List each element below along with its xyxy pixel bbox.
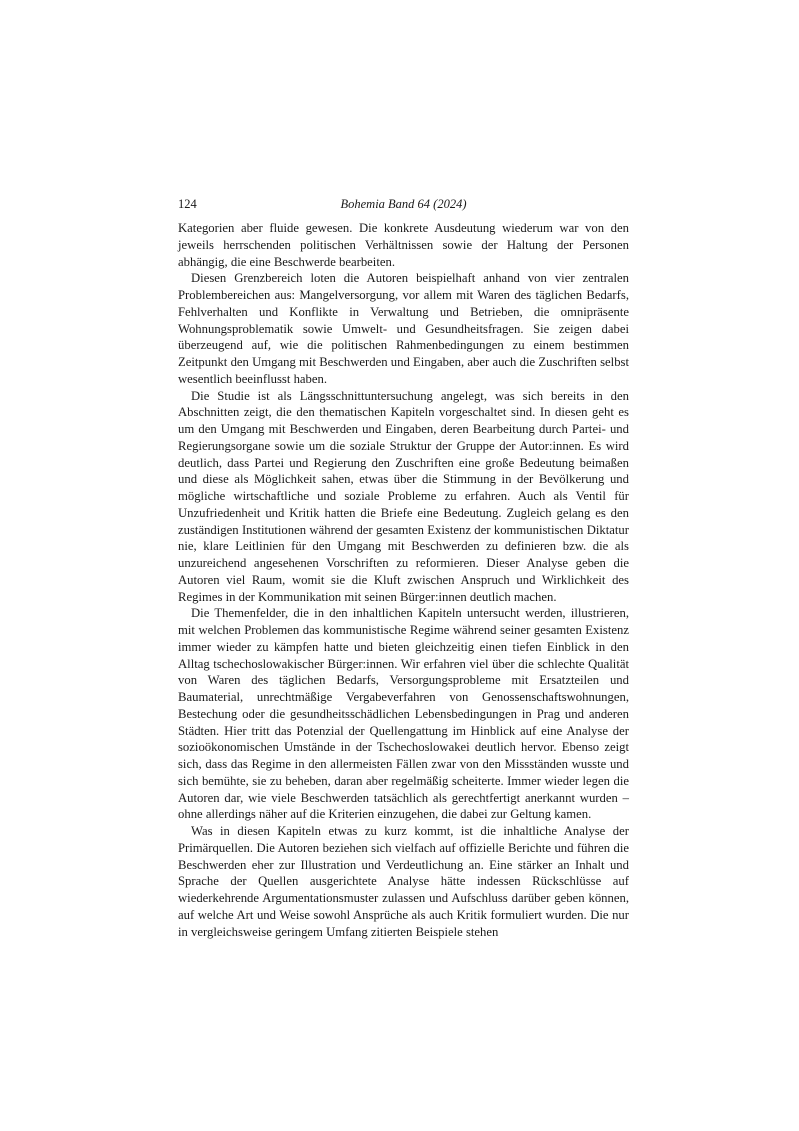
running-head (178, 194, 629, 214)
page-number: 124 (178, 197, 197, 211)
paragraph: Was in diesen Kapiteln etwas zu kurz kommt, ist die inhaltliche Analyse der Primärquellen. Die Autoren beziehen sich vielfach auf offizielle Berichte und führen die Beschwerden eher zur Illustration und Verdeutlichung an. Eine stärker an Inhalt und Sprache der Quellen ausgerichtete Analyse hätte indessen Rückschlüsse auf wiederkehrende Argumentationsmuster zulassen und Aufschluss darüber geben können, auf welche Art und Weise sowohl Ansprüche als auch Kritik formuliert wurden. Die nur in vergleichsweise geringem Umfang zitierten Beispiele stehen (178, 824, 629, 939)
page (178, 194, 629, 940)
paragraph: Diesen Grenzbereich loten die Autoren beispielhaft anhand von vier zentralen Problembereichen aus: Mangelversorgung, vor allem mit Waren des täglichen Bedarfs, Fehlverhalten und Konflikte in Verwaltung und Betrieben, die omnipräsente Wohnungsproblematik sowie Umwelt- und Gesundheitsfragen. Sie zeigen dabei überzeugend auf, wie die politischen Rahmenbedingungen zu einem bestimmen Zeitpunkt den Umgang mit Beschwerden und Eingaben, aber auch die Zuschriften selbst wesentlich beeinflusst haben. (178, 271, 629, 386)
paragraph: Die Themenfelder, die in den inhaltlichen Kapiteln untersucht werden, illustrieren, mit welchen Problemen das kommunistische Regime während seiner gesamten Existenz immer wieder zu kämpfen hatte und bieten gleichzeitig einen tiefen Einblick in den Alltag tschechoslowakischer Bürger:innen. Wir erfahren viel über die schlechte Qualität von Waren des täglichen Bedarfs, Versorgungsprobleme mit Ersatzteilen und Baumaterial, unrechtmäßige Vergabeverfahren von Genossenschaftswohnungen, Bestechung oder die gesundheitsschädlichen Lebensbedingungen in Prag und anderen Städten. Hier tritt das Potenzial der Quellengattung im Hinblick auf eine Analyse der sozioökonomischen Umstände in der Tschechoslowakei deutlich hervor. Ebenso zeigt sich, dass das Regime in den allermeisten Fällen zwar von den Missständen wusste und sich bemühte, sie zu beheben, daran aber regelmäßig scheiterte. Immer wieder legen die Autoren dar, wie viele Beschwerden tatsächlich als gerechtfertigt anerkannt wurden – ohne allerdings näher auf die Kriterien einzugehen, die dabei zur Geltung kamen. (178, 606, 629, 822)
paragraph: Die Studie ist als Längsschnittuntersuchung angelegt, was sich bereits in den Abschnitten zeigt, die den thematischen Kapiteln vorgeschaltet sind. In diesen geht es um den Umgang mit Beschwerden und Eingaben, deren Bearbeitung durch Partei- und Regierungsorgane sowie um die soziale Struktur der Gruppe der Autor:innen. Es wird deutlich, dass Partei und Regierung den Zuschriften eine große Bedeutung beimaßen und diese als Möglichkeit sahen, etwas über die Stimmung in der Bevölkerung und mögliche wirtschaftliche und soziale Probleme zu erfahren. Auch als Ventil für Unzufriedenheit und Kritik hatten die Briefe eine Bedeutung. Zugleich gelang es den zuständigen Institutionen während der gesamten Existenz der kommunistischen Diktatur nie, klare Leitlinien für den Umgang mit Beschwerden zu definieren bzw. die als unzureichend angesehenen Vorschriften zu reformieren. Dieser Analyse geben die Autoren viel Raum, womit sie die Kluft zwischen Anspruch und Wirklichkeit des Regimes in der Kommunikation mit seinen Bürger:innen deutlich machen. (178, 388, 629, 604)
paragraph: Kategorien aber fluide gewesen. Die konkrete Ausdeutung wiederum war von den jeweils herrschenden politischen Verhältnissen sowie der Haltung der Personen abhängig, die eine Beschwerde bearbeiten. (178, 221, 629, 269)
body-text (178, 220, 629, 940)
journal-title: Bohemia Band 64 (2024) (340, 197, 467, 211)
